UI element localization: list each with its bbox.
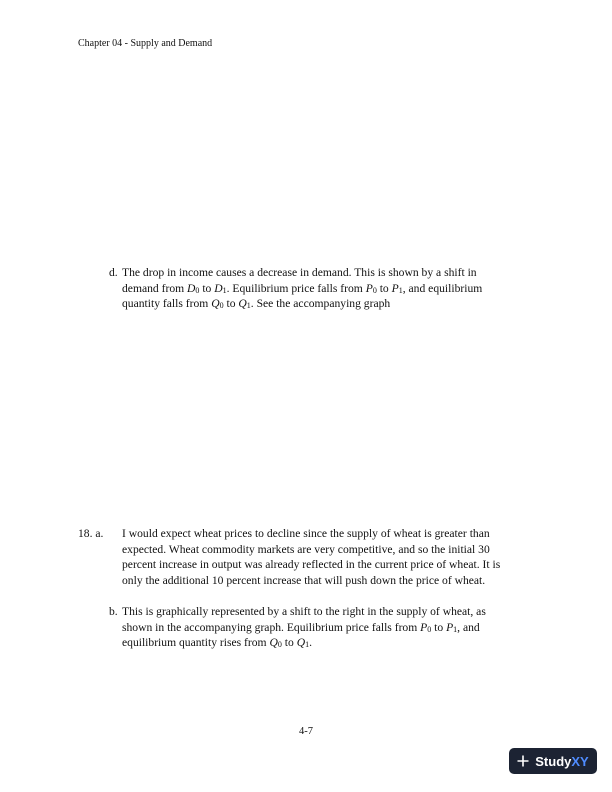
answer-item-18a xyxy=(78,526,532,588)
text-line: This is graphically represented by a shift to the right in the supply of wheat, as xyxy=(122,605,486,618)
answer-item-d xyxy=(109,265,532,312)
plus-icon xyxy=(517,755,529,767)
badge-text: StudyXY xyxy=(535,753,589,769)
text-line: demand from $D_0$ to $D_1$. Equilibrium price falls from $P_0$ to $P_1$, and equilibrium xyxy=(122,281,483,295)
item-marker: d. xyxy=(109,266,118,279)
text-line: I would expect wheat prices to decline since the supply of wheat is greater than xyxy=(122,527,490,540)
text-line: quantity falls from $Q_0$ to $Q_1$. See the accompanying graph xyxy=(122,297,391,310)
page-header: Chapter 04 - Supply and Demand xyxy=(78,38,213,49)
item-marker: 18. a. xyxy=(78,527,104,540)
studyxy-badge[interactable] xyxy=(509,748,597,774)
text-line: percent increase in output was already reflected in the current price of wheat. It is xyxy=(122,558,501,571)
text-line: expected. Wheat commodity markets are very competitive, and so the initial 30 xyxy=(122,542,490,556)
text-line: shown in the accompanying graph. Equilibrium price falls from $P_0$ to $P_1$, and xyxy=(122,620,480,634)
text-line: only the additional 10 percent increase that will push down the price of wheat. xyxy=(122,573,486,587)
text-line: equilibrium quantity rises from $Q_0$ to $Q_1$. xyxy=(122,636,312,649)
answer-item-18b xyxy=(109,604,532,651)
text-line: The drop in income causes a decrease in demand. This is shown by a shift in xyxy=(122,266,477,279)
item-marker: b. xyxy=(109,605,118,618)
page-number: 4-7 xyxy=(299,726,313,737)
